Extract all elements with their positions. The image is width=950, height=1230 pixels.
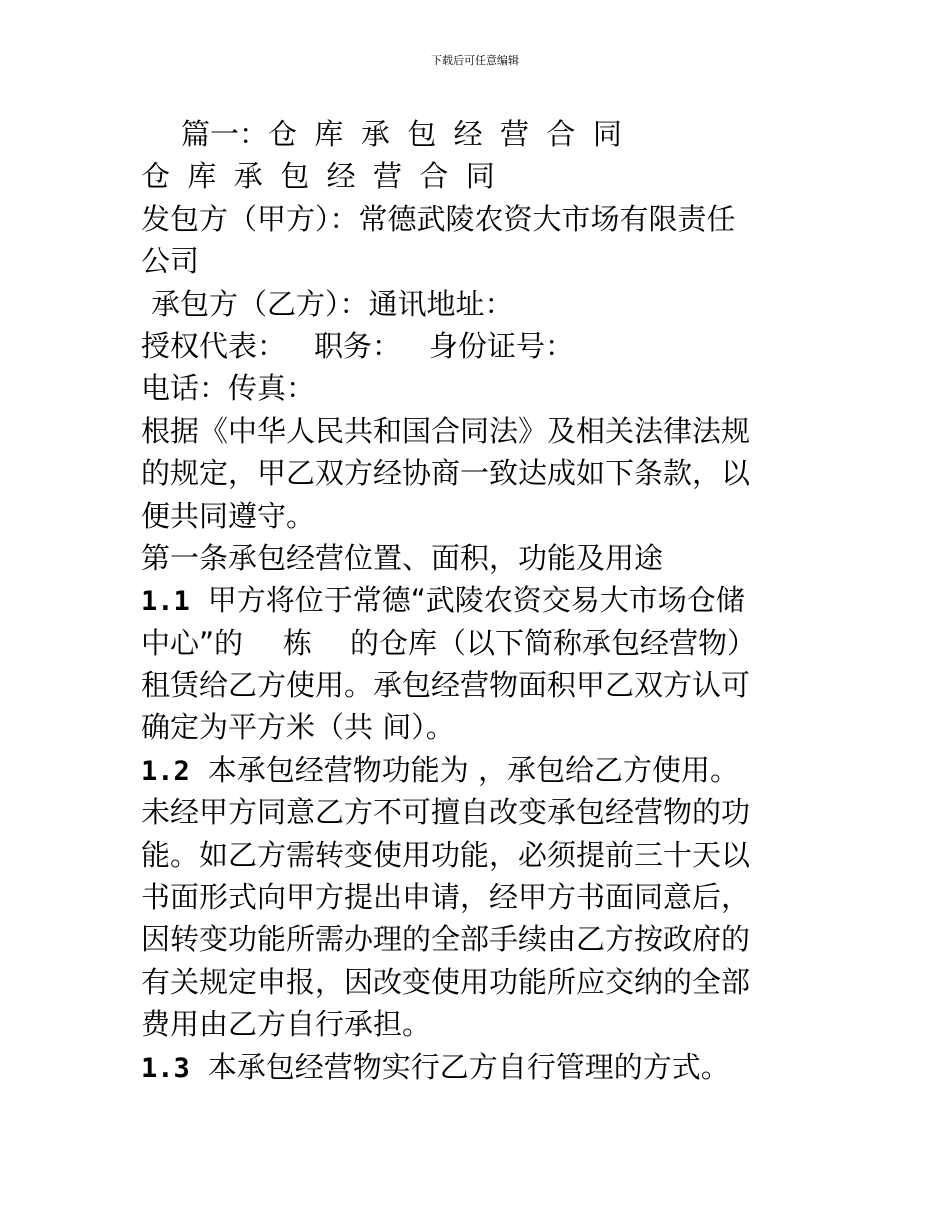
intro-line-3: 便共同遵守。: [141, 498, 316, 533]
article-1-title: 第一条承包经营位置、面积，功能及用途: [141, 540, 664, 575]
clause-1-1-line-1: [141, 579, 801, 621]
clause-1-1-text-2b: 栋: [283, 625, 313, 660]
intro-line-2: 的规定，甲乙双方经协商一致达成如下条款，以: [141, 456, 751, 491]
position-label: 职务：: [314, 328, 402, 363]
document-title: [141, 113, 801, 155]
clause-1-1-text-2a: 中心”的: [141, 625, 244, 660]
clause-1-2-line-5: 因转变功能所需办理的全部手续由乙方按政府的: [141, 922, 751, 957]
title-prefix: 篇一：: [181, 117, 269, 151]
intro-line-1: 根据《中华人民共和国合同法》及相关法律法规: [141, 413, 751, 448]
clause-1-2-number: 1.2: [141, 755, 190, 787]
clause-1-1-line-2: [141, 622, 801, 664]
document-subtitle: 仓库承包经营合同: [141, 159, 513, 194]
clause-1-3-number: 1.3: [141, 1052, 190, 1084]
page-header: [0, 54, 950, 68]
clause-1-2-text-1: 本承包经营物功能为 ，承包给乙方使用。: [207, 752, 740, 787]
clause-1-1-text-1: 甲方将位于常德“武陵农资交易大市场仓储: [207, 583, 745, 618]
clause-1-2-line-2: 未经甲方同意乙方不可擅自改变承包经营物的功: [141, 795, 751, 830]
clause-1-2-line-7: 费用由乙方自行承担。: [141, 1007, 432, 1042]
clause-1-1-text-2c: 的仓库（以下简称承包经营物）: [350, 625, 757, 660]
clause-1-2-line-6: 有关规定申报，因改变使用功能所应交纳的全部: [141, 964, 751, 999]
clause-1-3-text-1: 本承包经营物实行乙方自行管理的方式。: [207, 1049, 730, 1084]
page-header-text: 下载后可任意编辑: [431, 54, 519, 67]
representative-label: 授权代表：: [141, 328, 287, 363]
clause-1-2-line-3: 能。如乙方需转变使用功能，必须提前三十天以: [141, 837, 751, 872]
id-number-label: 身份证号：: [429, 328, 575, 363]
document-body: [141, 113, 801, 1088]
clause-1-2-line-1: [141, 749, 801, 791]
title-main: 仓库承包经营合同: [268, 117, 640, 151]
clause-1-2-line-4: 书面形式向甲方提出申请，经甲方书面同意后，: [141, 880, 751, 915]
clause-1-1-number: 1.1: [141, 586, 190, 618]
clause-1-1-line-3: 租赁给乙方使用。承包经营物面积甲乙双方认可: [141, 668, 751, 703]
phone-fax-line: 电话：传真：: [141, 371, 316, 406]
party-b-line: 承包方（乙方）：通讯地址：: [151, 286, 514, 321]
representative-line: [141, 325, 801, 367]
party-a-line-1: 发包方（甲方）：常德武陵农资大市场有限责任: [141, 201, 736, 236]
clause-1-1-line-4: 确定为平方米（共 间）。: [141, 710, 455, 745]
clause-1-3-line-1: [141, 1046, 801, 1088]
party-a-line-2: 公司: [141, 244, 200, 279]
